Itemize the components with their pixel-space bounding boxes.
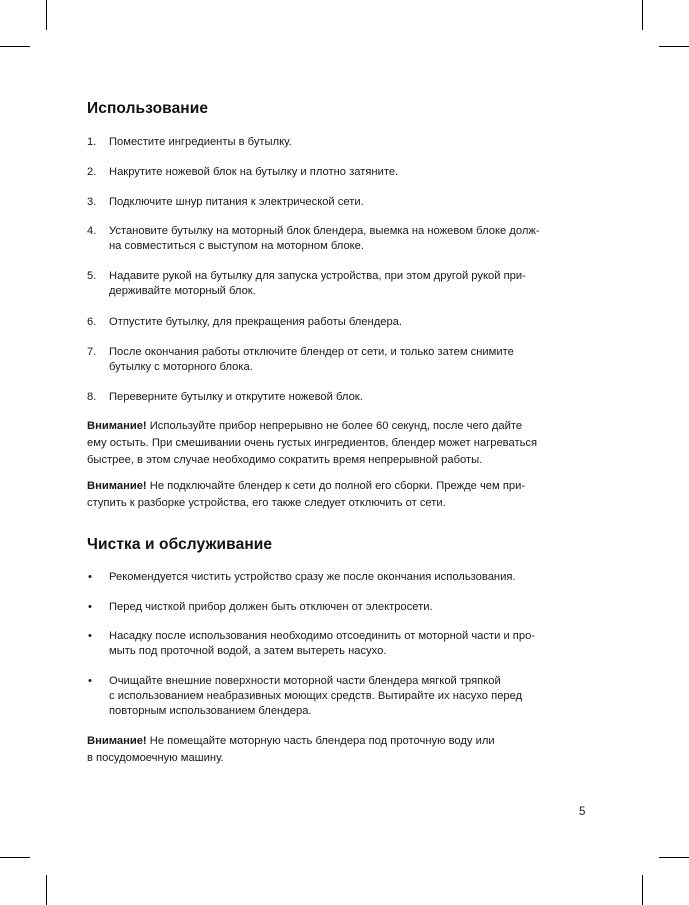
crop-mark-top-right-v <box>642 0 643 30</box>
step-number: 1. <box>87 136 97 148</box>
warning-note-1 <box>87 418 587 469</box>
section-title-usage: Использование <box>87 100 209 117</box>
warning-label: Внимание! <box>87 735 147 747</box>
step-text: Накрутите ножевой блок на бутылку и плотно затяните. <box>109 166 399 178</box>
warning-label: Внимание! <box>87 480 147 492</box>
step-text: После окончания работы отключите блендер от сети, и только затем снимите бутылку с моторного блока. <box>109 346 514 373</box>
step-text: Надавите рукой на бутылку для запуска устройства, при этом другой рукой при- держивайте моторный блок. <box>109 270 526 297</box>
bullet-text: Насадку после использования необходимо отсоединить от моторной части и про- мыть под проточной водой, а затем вытереть насухо. <box>109 630 536 657</box>
step-text: Отпустите бутылку, для прекращения работы блендера. <box>109 316 402 328</box>
step-text: Подключите шнур питания к электрической сети. <box>109 196 364 208</box>
step-number: 6. <box>87 316 97 328</box>
crop-mark-bottom-right-v <box>642 875 643 905</box>
step-8 <box>87 390 587 405</box>
step-2 <box>87 165 587 180</box>
crop-mark-top-right-h <box>659 46 689 47</box>
crop-mark-top-left-v <box>46 0 47 30</box>
page-number: 5 <box>579 806 586 818</box>
step-text: Переверните бутылку и открутите ножевой блок. <box>109 391 363 403</box>
crop-mark-top-left-h <box>0 46 30 47</box>
warning-note-2 <box>87 478 587 512</box>
warning-note-3 <box>87 733 587 767</box>
step-4 <box>87 224 587 254</box>
step-text: Поместите ингредиенты в бутылку. <box>109 136 292 148</box>
bullet-text: Рекомендуется чистить устройство сразу же после окончания использования. <box>109 571 516 583</box>
step-5 <box>87 269 587 299</box>
section-title-cleaning: Чистка и обслуживание <box>87 536 273 553</box>
bullet-item-1 <box>87 570 587 585</box>
warning-text: Не помещайте моторную часть блендера под проточную воду или в посудомоечную машину. <box>87 735 495 764</box>
step-number: 4. <box>87 225 97 237</box>
crop-mark-bottom-right-h <box>659 857 689 858</box>
step-number: 2. <box>87 166 97 178</box>
step-7 <box>87 345 587 375</box>
step-number: 5. <box>87 270 97 282</box>
warning-text: Не подключайте блендер к сети до полной его сборки. Прежде чем при- ступить к разборке устройства, его также следует отключить от сети. <box>87 480 526 509</box>
step-6 <box>87 315 587 330</box>
step-number: 3. <box>87 196 97 208</box>
bullet-icon: • <box>88 571 92 583</box>
step-1 <box>87 135 587 150</box>
bullet-item-2 <box>87 600 587 615</box>
bullet-text: Перед чисткой прибор должен быть отключен от электросети. <box>109 601 433 613</box>
step-number: 8. <box>87 391 97 403</box>
bullet-text: Очищайте внешние поверхности моторной части блендера мягкой тряпкой с использованием неабразивных моющих средств. Вытирайте их насухо перед повторным использованием блендера. <box>109 675 523 717</box>
crop-mark-bottom-left-h <box>0 857 30 858</box>
bullet-icon: • <box>88 630 92 642</box>
bullet-item-4 <box>87 674 587 719</box>
step-number: 7. <box>87 346 97 358</box>
bullet-item-3 <box>87 629 587 659</box>
warning-text: Используйте прибор непрерывно не более 60 секунд, после чего дайте ему остыть. При смешивании очень густых ингредиентов, блендер может нагреваться быстрее, в этом случае необходимо сократить время непрерывной работы. <box>87 420 538 466</box>
step-text: Установите бутылку на моторный блок блендера, выемка на ножевом блоке долж- на совместиться с выступом на моторном блоке. <box>109 225 540 252</box>
step-3 <box>87 195 587 210</box>
warning-label: Внимание! <box>87 420 147 432</box>
crop-mark-bottom-left-v <box>46 875 47 905</box>
bullet-icon: • <box>88 601 92 613</box>
bullet-icon: • <box>88 675 92 687</box>
